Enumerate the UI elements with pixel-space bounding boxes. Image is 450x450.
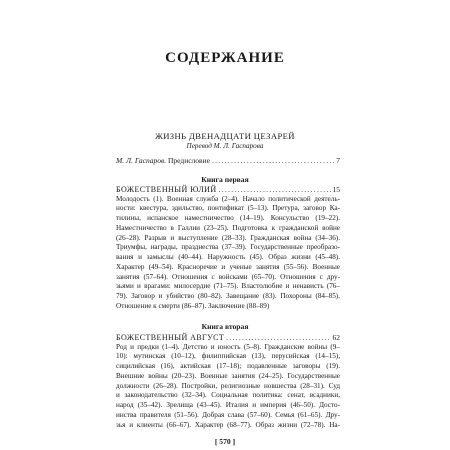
contents-line: вания и замыслы (40–44). Наружность (45). Образ жизни (45–48). [116, 253, 340, 261]
book-2-chapter: БОЖЕСТВЕННЫЙ АВГУСТ [116, 333, 225, 342]
book-1-contents [116, 195, 340, 312]
contents-line: 10): мутинская (10–12), филиппийская (13), перусийская (14–15), [116, 352, 340, 361]
page-title: СОДЕРЖАНИЕ [165, 50, 285, 66]
contents-line: (26–28). Разрыв и выступление (28–33). Гражданская война (34–36). [116, 233, 340, 242]
toc-entry-preface[interactable] [116, 156, 340, 165]
leader-dots [219, 185, 331, 194]
contents-line: Отношение к смерти (86–87). Заключение (88–89) [116, 301, 270, 310]
contents-line: инства правителя (51–56). Добрая слава (57–60). Семья (61–65). Дру- [116, 410, 340, 419]
preface-author: М. Л. Гаспаров. [116, 156, 167, 165]
preface-page: 7 [336, 156, 340, 165]
leader-dots [212, 156, 334, 165]
book-1-heading: Книга первая [201, 175, 249, 184]
contents-line: занятия (57–64). Отношения с войсками (65–70). Отношения с дру- [116, 272, 340, 281]
contents-line: Триумфы, награды, празднества (37–39). Государственные преобразо- [116, 243, 340, 252]
page-number: [ 570 ] [214, 437, 236, 446]
book-2-contents [116, 343, 340, 431]
contents-line: Наместничество в Галлии (23–25). Подготовка к гражданской войне [116, 223, 340, 232]
book-1-page: 15 [332, 185, 340, 194]
contents-line: народ (35–42). Зрелища (43–45). Италия и империя (46–50). Досто- [116, 401, 340, 409]
contents-line: тилины, испанское наместничество (14–19). Консульство (19–22). [116, 214, 340, 222]
contents-line: и законодательство (32–34). Социальная политика: сенат, всадники, [116, 391, 340, 400]
contents-line: зья и клиенты (66–67). Характер (68–77). Образ жизни (72–78). На- [116, 420, 340, 429]
book-2-page: 62 [332, 333, 340, 342]
contents-line: сицилийская (16), актийская (17–18); подавленные заговоры (19). [116, 362, 340, 370]
contents-line: ности: квестура, эдильство, понтификат (5–13). Претура, заговор Ка- [116, 204, 340, 213]
contents-line: должности (26–28). Постройки, религиозные новшества (28–31). Суд [116, 381, 340, 390]
book-1-chapter: БОЖЕСТВЕННЫЙ ЮЛИЙ [116, 185, 217, 194]
preface-label: Предисловие [166, 156, 210, 165]
contents-line: Характер (49–54). Красноречие и ученые занятия (55–56). Военные [116, 262, 340, 271]
toc-entry-book-2[interactable] [116, 333, 340, 342]
contents-line: зьями и врагами: милосердие (71–75). Властолюбие и ненависть (76– [116, 282, 340, 291]
contents-line: 79). Заговор и убийство (80–82). Завещание (83). Похороны (84–85). [116, 292, 340, 300]
leader-dots [226, 333, 330, 342]
toc-entry-book-1[interactable] [116, 185, 340, 194]
contents-line: Род и предки (1–4). Детство и юность (5–8). Гражданские войны (9– [116, 342, 340, 351]
translator-credit: Перевод М. Л. Гаспарова [186, 142, 264, 150]
work-title: ЖИЗНЬ ДВЕНАДЦАТИ ЦЕЗАРЕЙ [155, 131, 295, 141]
contents-line: Молодость (1). Военная служба (2–4). Начало политической деятель- [116, 194, 340, 203]
contents-line: Внешние войны (20–23). Военные занятия (24–25). Государственные [116, 371, 340, 380]
book-2-heading: Книга вторая [201, 322, 249, 331]
